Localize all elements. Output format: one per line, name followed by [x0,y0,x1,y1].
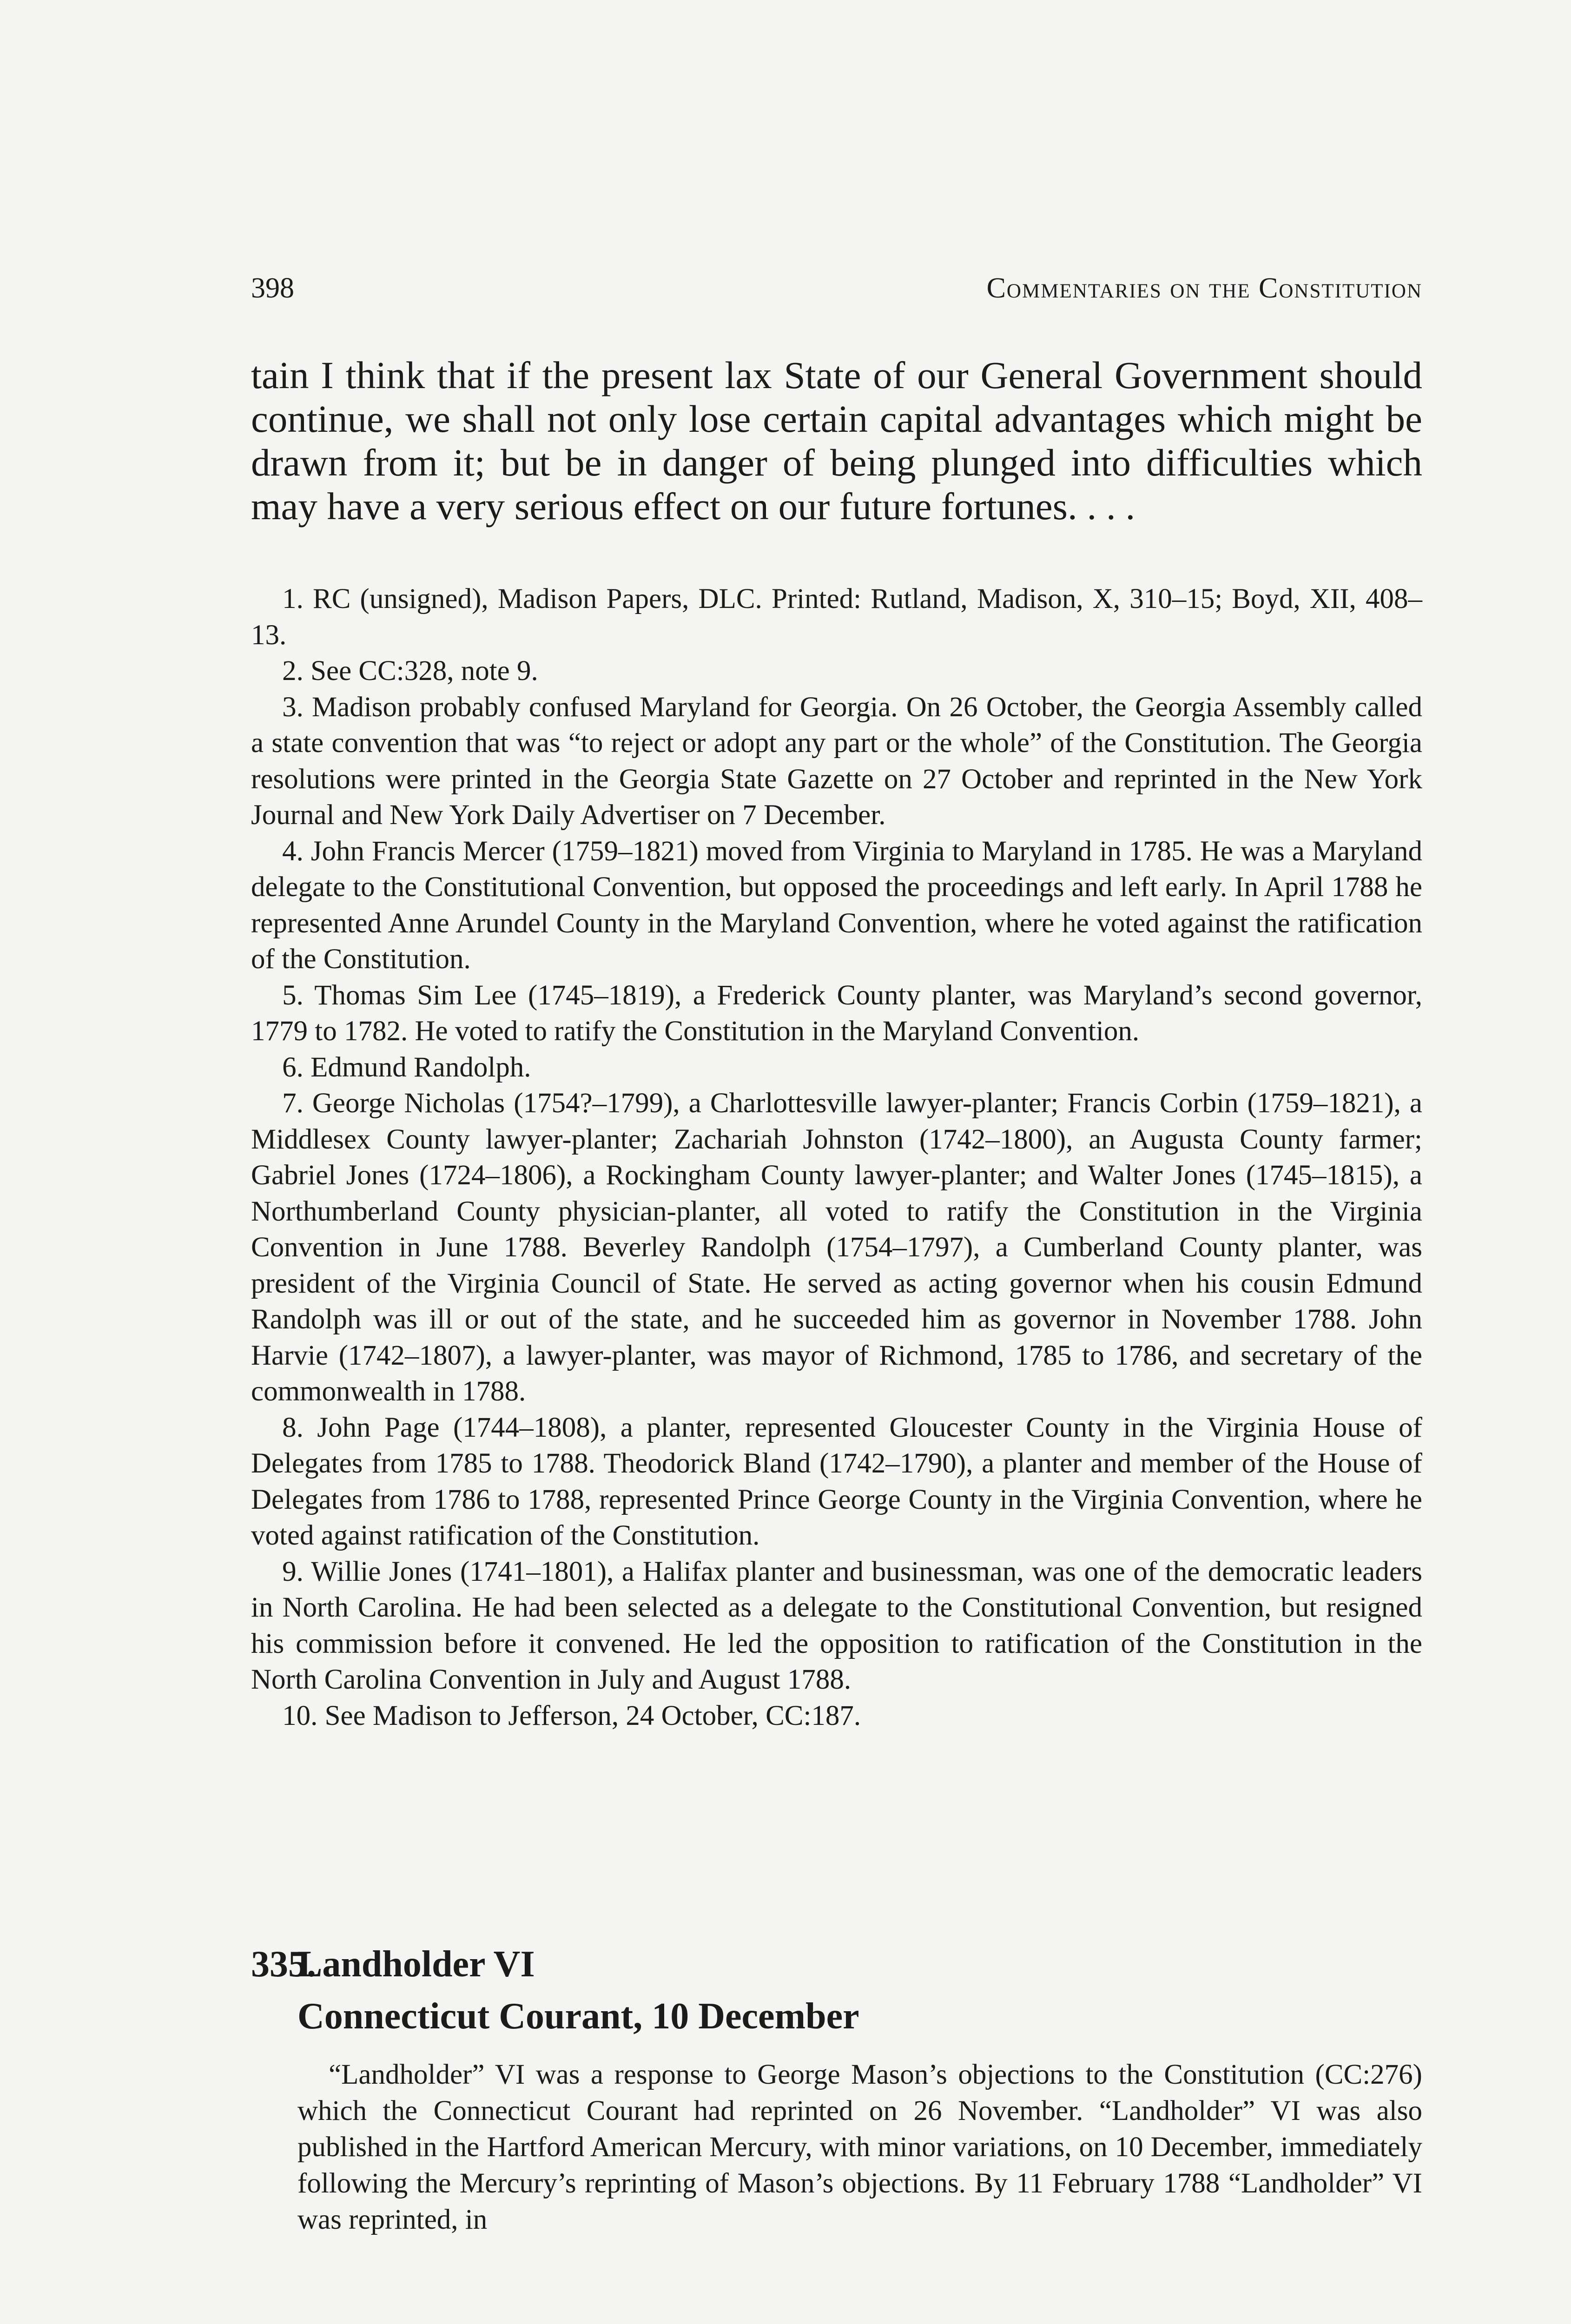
endnote-1: 1. RC (unsigned), Madison Papers, DLC. Printed: Rutland, Madison, X, 310–15; Boyd, XII, 408–13. [251,583,1422,651]
endnote-3: 3. Madison probably confused Maryland for Georgia. On 26 October, the Georgia Assembly called a state convention that was “to reject or adopt any part or the whole” of the Constitution. The Georgia resolutions were printed in the Georgia State Gazette on 27 October and reprinted in the New York Journal and New York Daily Advertiser on 7 December. [251,691,1422,831]
running-head [251,267,1422,309]
endnote-5: 5. Thomas Sim Lee (1745–1819), a Frederick County planter, was Maryland’s second governor, 1779 to 1782. He voted to ratify the Constitution in the Maryland Convention. [251,979,1422,1047]
page-number: 398 [251,272,294,304]
section-introduction: “Landholder” VI was a response to George Mason’s objections to the Constitution (CC:276) which the Connecticut Courant had reprinted on 26 November. “Landholder” VI was also published in the Hartford American Mercury, with minor variations, on 10 December, immediately following the Mercury’s reprinting of Mason’s objections. By 11 February 1788 “Landholder” VI was reprinted, in [297,2059,1422,2235]
running-title: Commentaries on the Constitution [986,272,1422,304]
section-title: Landholder VI [297,1944,535,1985]
section-subtitle: Connecticut Courant, 10 December [297,1996,859,2037]
endnote-6: 6. Edmund Randolph. [282,1051,531,1083]
endnote-4: 4. John Francis Mercer (1759–1821) moved from Virginia to Maryland in 1785. He was a Maryland delegate to the Constitutional Convention, but opposed the proceedings and left early. In April 1788 he represented Anne Arundel County in the Maryland Convention, where he voted against the ratification of the Constitution. [251,835,1422,975]
letter-continuation: tain I think that if the present lax State of our General Government should continue, we shall not only lose certain capital advantages which might be drawn from it; but be in danger of being plunged into difficulties which may have a very serious effect on our future fortunes. . . . [251,354,1422,528]
section-heading [251,1938,1422,2042]
endnote-7: 7. George Nicholas (1754?–1799), a Charlottesville lawyer-planter; Francis Corbin (1759–1821), a Middlesex County lawyer-planter; Zachariah Johnston (1742–1800), an Augusta County farmer; Gabriel Jones (1724–1806), a Rockingham County lawyer-planter; and Walter Jones (1745–1815), a Northumberland County physician-planter, all voted to ratify the Constitution in the Virginia Convention in June 1788. Beverley Randolph (1754–1797), a Cumberland County planter, was president of the Virginia Council of State. He served as acting governor when his cousin Edmund Randolph was ill or out of the state, and he succeeded him as governor in November 1788. John Harvie (1742–1807), a lawyer-planter, was mayor of Richmond, 1785 to 1786, and secretary of the commonwealth in 1788. [251,1088,1422,1407]
endnote-8: 8. John Page (1744–1808), a planter, represented Gloucester County in the Virginia House of Delegates from 1785 to 1788. Theodorick Bland (1742–1790), a planter and member of the House of Delegates from 1786 to 1788, represented Prince George County in the Virginia Convention, where he voted against ratification of the Constitution. [251,1412,1422,1551]
endnote-9: 9. Willie Jones (1741–1801), a Halifax planter and businessman, was one of the democratic leaders in North Carolina. He had been selected as a delegate to the Constitutional Convention, but resigned his commission before it convened. He led the opposition to ratification of the Constitution in the North Carolina Convention in July and August 1788. [251,1556,1422,1695]
endnote-10: 10. See Madison to Jefferson, 24 October, CC:187. [282,1700,861,1731]
section-number: 335. [251,1944,316,1985]
endnote-2: 2. See CC:328, note 9. [282,655,538,687]
endnotes [251,581,1422,1734]
